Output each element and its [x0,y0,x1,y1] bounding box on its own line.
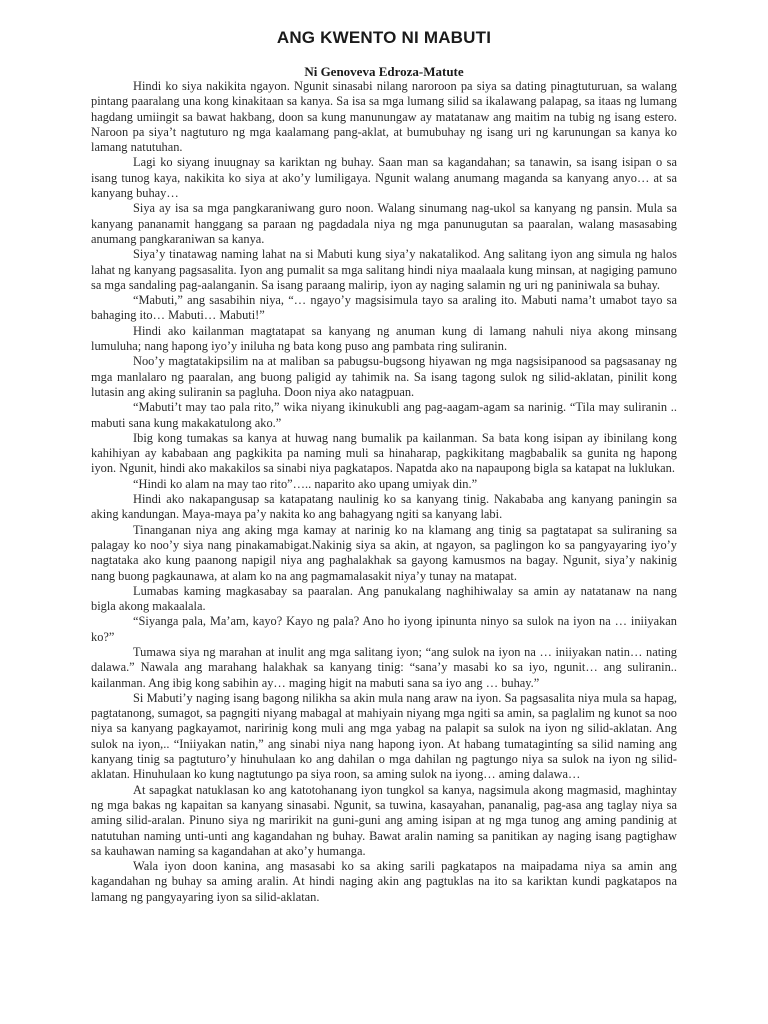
story-body [91,79,677,905]
document-author: Ni Genoveva Edroza-Matute [304,64,464,79]
paragraph-9: Ibig kong tumakas sa kanya at huwag nang bumalik pa kailanman. Sa bata kong isipan ay ibinilang kong kahihiyan ay kababaan ang pagkikita pa naming muli sa hinaharap, pagkikitang magbabalik sa gunita ng hapong iyon. Ngunit, hindi ako makakilos sa sinabi niya pagkatapos. Napatda ako na napaupong bigla sa katapat na luklukan. [91,430,677,476]
paragraph-18: Wala iyon doon kanina, ang masasabi ko sa aking sarili pagkatapos na maipadama niya sa amin ang kagandahan ng buhay sa aming aralin. At hindi naging akin ang pagtuklas na ito sa kariktan kundi pagkatapos na lamang ng pangyayaring iyon sa silid-aklatan. [91,859,677,904]
paragraph-12: Tinanganan niya ang aking mga kamay at narinig ko na klamang ang tinig sa pagtatapat sa suliraning sa palagay ko noo’y siya nang pinakamabigat.Nakinig siya sa akin, at ngayon, sa paglingon ko sa pangyayaring iyo’y nagtataka ako kung paanong napigil niya ang paghalakhak sa gayong kamusmos na bagay. Ngunit, siya’y nakinig nang buong pagkaunawa, at alam ko na ang pagmamalasakit niya’y tunay na matapat. [91,522,677,583]
paragraph-11: Hindi ako nakapangusap sa katapatang naulinig ko sa kanyang tinig. Nakababa ang kanyang paningin sa aking kandungan. Maya-maya pa’y nakita ko ang bahagyang ngiti sa kanyang labi. [91,492,677,522]
paragraph-6: Hindi ako kailanman magtatapat sa kanyang ng anuman kung di lamang nahuli niya akong minsang lumuluha; nang hapong iyo’y iniluha ng bata kong puso ang pambata ring suliranin. [91,323,677,354]
paragraph-1: Hindi ko siya nakikita ngayon. Ngunit sinasabi nilang naroroon pa siya sa dating pinagtuturuan, sa walang pintang paaralang una kong kinakitaan sa kanya. Sa isa sa mga lumang silid sa ikalawang palapag, sa itaas ng lumang hagdang umiingit sa bawat hakbang, doon sa kung manunungaw ay matatanaw ang maitim na tubig ng isang estero. Naroon pa siya’t nagtuturo ng mga kaalamang pang-aklat, at bumubuhay ng isang uri ng karunungan sa kanya ko lamang natutuhan. [91,79,677,155]
paragraph-7: Noo’y magtatakipsilim na at maliban sa pabugsu-bugsong hiyawan ng mga nagsisipanood sa pagsasanay ng mga manlalaro ng paaralan, ang buong paligid ay tahimik na. Sa isang tagong sulok ng silid-aklatan, pinilit kong lutasin ang aking suliranin sa pagluha. Doon niya ako natagpuan. [91,354,677,399]
paragraph-4: Siya’y tinatawag naming lahat na si Mabuti kung siya’y nakatalikod. Ang salitang iyon ang simula ng halos lahat ng kanyang pagsasalita. Iyon ang pumalit sa mga salitang hindi niya maalaala kung minsan, at nagiging pamuno sa mga sandaling pag-aalanganin. Sa isang paraang malirip, iyon ay naging salamin ng uri ng paniniwala sa buhay. [91,247,677,292]
paragraph-15: Tumawa siya ng marahan at inulit ang mga salitang iyon; “ang sulok na iyon na … iniiyakan natin… nating dalawa.” Nawala ang marahang halakhak sa kanyang tinig: “sana’y masabi ko sa iyo, ngunit… ang suliranin.. kailanman. Ang ibig kong sabihin ay… maging higit na mabuti sana sa iyo ang … buhay.” [91,644,677,690]
paragraph-14: “Siyanga pala, Ma’am, kayo? Kayo ng pala? Ano ho iyong ipinunta ninyo sa sulok na iyon na … iniiyakan ko?” [91,614,677,644]
paragraph-8: “Mabuti’t may tao pala rito,” wika niyang ikinukubli ang pag-aagam-agam sa narinig. “Tila may suliranin .. mabuti sana kung makakatulong ako.” [91,400,677,430]
paragraph-16: Si Mabuti’y naging isang bagong nilikha sa akin mula nang araw na iyon. Sa pagsasalita niya mula sa hapag, pagtatanong, sumagot, sa pagngiti niyang mabagal at mahiyain niyang mga ngiti sa amin, sa paglalim ng kunot sa noo niya sa kanyang pagkayamot, naririnig kong muli ang mga yabag na palapit sa sulok na iyon ng silid-aklatan. Ang sulok na iyon,.. “Iniiyakan natin,” ang sinabi niya nang hapong iyon. At habang tumatagintíng sa silid naming ang kanyang tinig sa pagtuturo’y hinuhulaan ko ang dahilan o mga dahilan ng pagtungo niya sa sulok na iyon ng silid-aklatan. Hinuhulaan ko kung nagtutungo pa siya roon, sa aming sulok na iyong… aming dalawa… [91,690,677,782]
paragraph-13: Lumabas kaming magkasabay sa paaralan. Ang panukalang naghihiwalay sa amin ay natatanaw na nang bigla akong makaalala. [91,583,677,614]
paragraph-10: “Hindi ko alam na may tao rito”….. naparito ako upang umiyak din.” [133,476,478,491]
paragraph-2: Lagi ko siyang inuugnay sa kariktan ng buhay. Saan man sa kagandahan; sa tanawin, sa isang isipan o sa isang tunog kaya, nakikita ko siya at ako’y lumiligaya. Ngunit walang anumang maganda sa kanyang anyo… at sa kanyang buhay… [91,155,677,201]
paragraph-3: Siya ay isa sa mga pangkaraniwang guro noon. Walang sinumang nag-ukol sa kanyang ng pansin. Mula sa kanyang pananamit hanggang sa paraan ng pagdadala niya ng mga panunugutan sa paaralan, walang masasabing anumang pangkaraniwan sa kanya. [91,201,677,246]
paragraph-5: “Mabuti,” ang sasabihin niya, “… ngayo’y magsisimula tayo sa araling ito. Mabuti nama’t umabot tayo sa bahaging ito… Mabuti… Mabuti!” [91,293,677,323]
paragraph-17: At sapagkat natuklasan ko ang katotohanang iyon tungkol sa kanya, nagsimula akong magmasid, maghintay ng mga bakas ng kapaitan sa kanyang sinasabi. Ngunit, sa tuwina, kasayahan, pananalig, pag-asa ang taglay niya sa aming silid-aralan. Pinuno siya ng maririkit na guni-guni ang aming isipan at ng mga tunog ang aming pandinig at natutuhan naming unti-unti ang kagandahan ng buhay. Bawat aralin naming sa panitikan ay naging isang pagtighaw sa kauhawan naming sa kagandahan at ako’y humanga. [91,782,677,858]
document-title: ANG KWENTO NI MABUTI [276,28,492,47]
